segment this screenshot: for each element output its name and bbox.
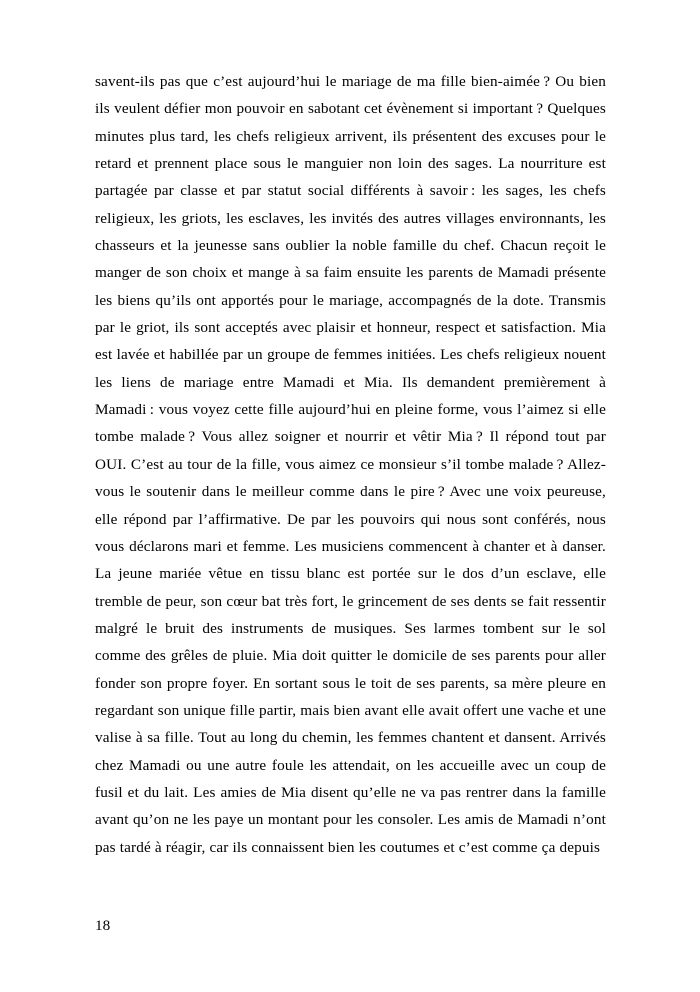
body-text-block bbox=[95, 68, 611, 861]
body-paragraph: savent-ils pas que c’est aujourd’hui le mariage de ma fille bien-aimée ? Ou bien ils veulent défier mon pouvoir en sabotant cet évènement si important ? Quelques minutes plus tard, les chefs religieux arrivent, ils présentent des excuses pour le retard et prennent place sous le manguier non loin des sages. La nourriture est partagée par classe et par statut social différents à savoir : les sages, les chefs religieux, les griots, les esclaves, les invités des autres villages environnants, les chasseurs et la jeunesse sans oublier la noble famille du chef. Chacun reçoit le manger de son choix et mange à sa faim ensuite les parents de Mamadi présente les biens qu’ils ont apportés pour le mariage, accompagnés de la dote. Transmis par le griot, ils sont acceptés avec plaisir et honneur, respect et satisfaction. Mia est lavée et habillée par un groupe de femmes initiées. Les chefs religieux nouent les liens de mariage entre Mamadi et Mia. Ils demandent premièrement à Mamadi : vous voyez cette fille aujourd’hui en pleine forme, vous l’aimez si elle tombe malade ? Vous allez soigner et nourrir et vêtir Mia ? Il répond tout par OUI. C’est au tour de la fille, vous aimez ce monsieur s’il tombe malade ? Allez-vous le soutenir dans le meilleur comme dans le pire ? Avec une voix peureuse, elle répond par l’affirmative. De par les pouvoirs qui nous sont conférés, nous vous déclarons mari et femme. Les musiciens commencent à chanter et à danser. La jeune mariée vêtue en tissu blanc est portée sur le dos d’un esclave, elle tremble de peur, son cœur bat très fort, le grincement de ses dents se fait ressentir malgré le bruit des instruments de musiques. Ses larmes tombent sur le sol comme des grêles de pluie. Mia doit quitter le domicile de ses parents pour aller fonder son propre foyer. En sortant sous le toit de ses parents, sa mère pleure en regardant son unique fille partir, mais bien avant elle avait offert une vache et une valise à sa fille. Tout au long du chemin, les femmes chantent et dansent. Arrivés chez Mamadi ou une autre foule les attendait, on les accueille avec un coup de fusil et du lait. Les amies de Mia disent qu’elle ne va pas rentrer dans la famille avant qu’on ne les paye un montant pour les consoler. Les amis de Mamadi n’ont pas tardé à réagir, car ils connaissent bien les coutumes et c’est comme ça depuis bbox=[95, 73, 611, 856]
page-number: 18 bbox=[95, 917, 111, 934]
